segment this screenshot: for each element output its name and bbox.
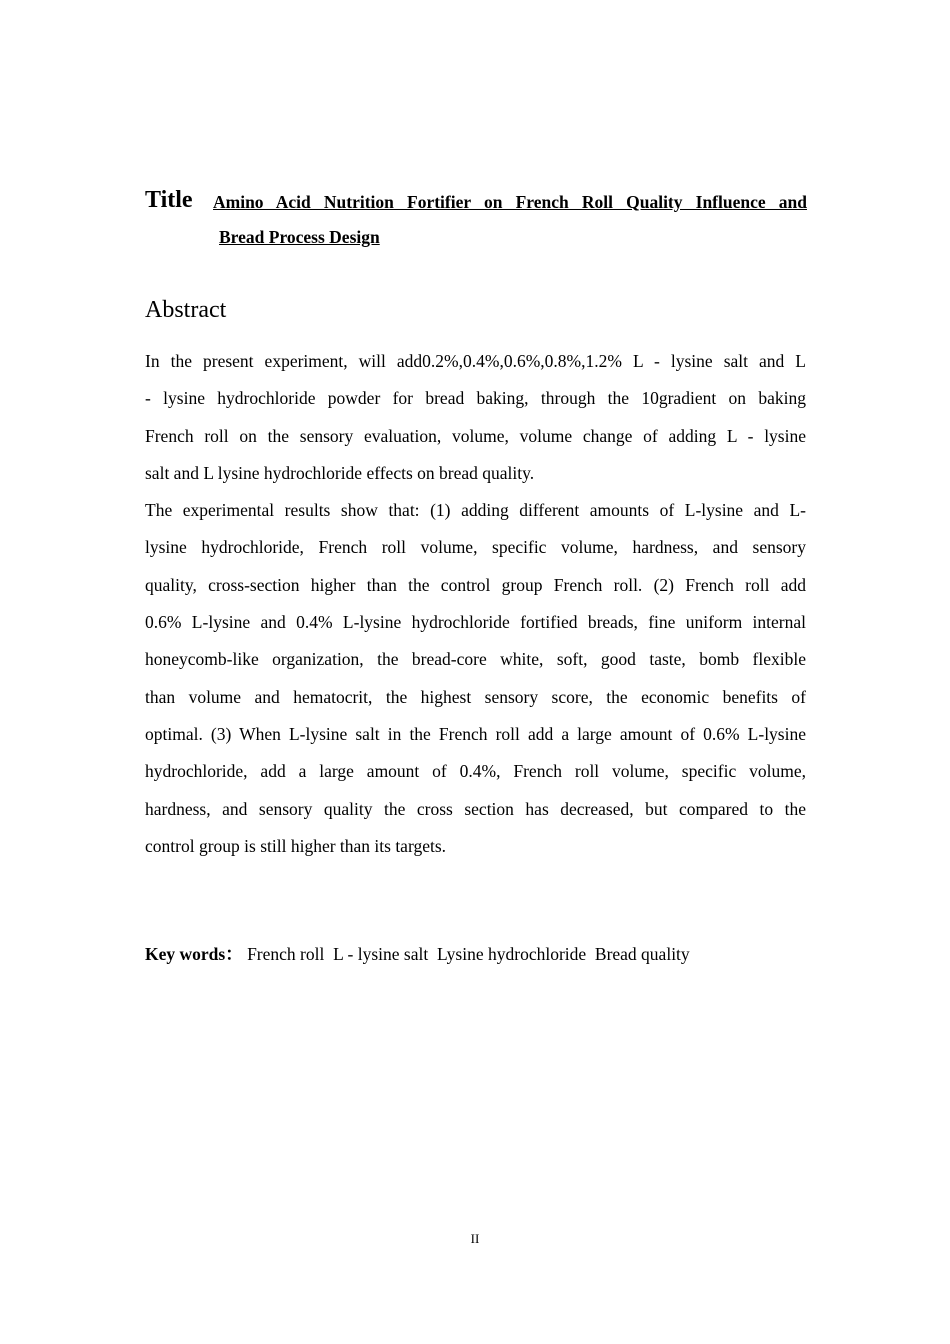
text-line: hardness, and sensory quality the cross section has decreased, but compared to the [145,798,806,819]
text-line: control group is still higher than its targets. [145,835,447,856]
text-line: In the present experiment, will add0.2%,0.4%,0.6%,0.8%,1.2% L - lysine salt and L [145,351,806,371]
keywords [145,940,690,968]
paper-title-line-2: Bread Process Design [219,227,380,247]
paper-title-line-1: Amino Acid Nutrition Fortifier on French Roll Quality Influence and [213,192,807,212]
abstract-heading: Abstract [145,297,227,323]
keywords-label: Key words： [145,944,243,964]
text-line: 0.6% L-lysine and 0.4% L-lysine hydrochloride fortified breads, fine uniform internal [145,612,806,633]
text-line: lysine hydrochloride, French roll volume, specific volume, hardness, and sensory [145,537,806,558]
text-line: quality, cross-section higher than the control group French roll. (2) French roll add [145,574,806,595]
text-line: - lysine hydrochloride powder for bread baking, through the 10gradient on baking [145,388,806,409]
text-line: salt and L lysine hydrochloride effects on bread quality. [145,462,535,483]
text-line: than volume and hematocrit, the highest sensory score, the economic benefits of [145,686,806,707]
text-line: The experimental results show that: (1) adding different amounts of L-lysine and L- [145,500,806,521]
text-line: honeycomb-like organization, the bread-core white, soft, good taste, bomb flexible [145,649,806,670]
text-line: hydrochloride, add a large amount of 0.4%, French roll volume, specific volume, [145,761,806,782]
keywords-list: French roll L - lysine salt Lysine hydrochloride Bread quality [242,944,690,964]
abstract-paragraph-2 [145,492,806,865]
abstract-body [145,343,806,865]
page-number: II [470,1231,480,1246]
abstract-paragraph-1 [145,343,806,492]
title-label: Title [145,187,193,213]
text-line: French roll on the sensory evaluation, volume, volume change of adding L - lysine [145,425,806,446]
text-line: optimal. (3) When L-lysine salt in the French roll add a large amount of 0.6% L-lysine [145,723,806,744]
